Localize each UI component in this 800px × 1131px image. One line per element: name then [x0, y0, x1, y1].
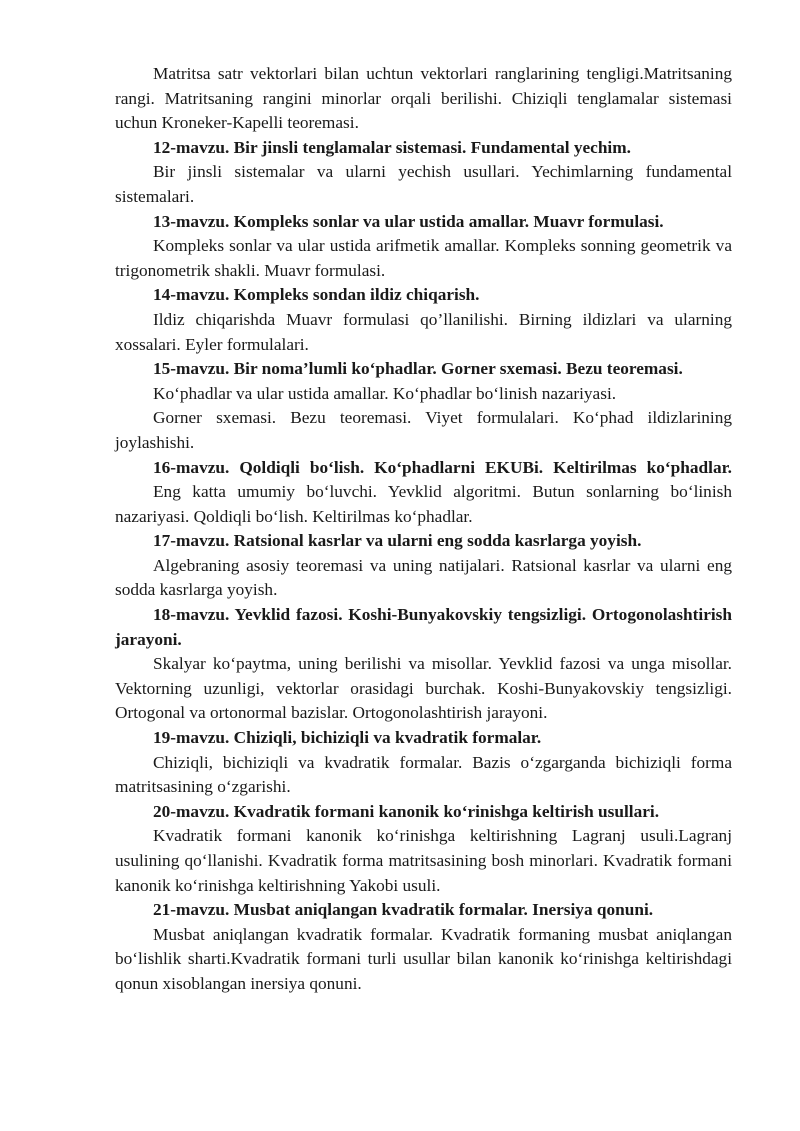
topic-heading-21: 21-mavzu. Musbat aniqlangan kvadratik formalar. Inersiya qonuni.: [153, 900, 654, 920]
topic-heading-14: 14-mavzu. Kompleks sondan ildiz chiqarish.: [153, 285, 480, 305]
topic-heading-13: 13-mavzu. Kompleks sonlar va ular ustida amallar. Muavr formulasi.: [153, 211, 664, 231]
paragraph: Musbat aniqlangan kvadratik formalar. Kvadratik formaning musbat aniqlangan bo‘lishlik sharti.Kvadratik formani turli usullar bilan kanonik ko‘rinishga keltirishdagi qonun xisoblangan inersiya qonuni.: [115, 924, 732, 993]
paragraph: Kvadratik formani kanonik ko‘rinishga keltirishning Lagranj usuli.Lagranj usulining qo‘llanishi. Kvadratik forma matritsasining bosh minorlari. Kvadratik formani kanonik ko‘rinishga keltirishning Yakobi usuli.: [115, 826, 732, 895]
paragraph: Kompleks sonlar va ular ustida arifmetik amallar. Kompleks sonning geometrik va trigonometrik shakli. Muavr formulasi.: [115, 236, 732, 280]
topic-heading-20: 20-mavzu. Kvadratik formani kanonik ko‘rinishga keltirish usullari.: [153, 801, 660, 821]
paragraph: Skalyar ko‘paytma, uning berilishi va misollar. Yevklid fazosi va unga misollar. Vektorning uzunligi, vektorlar orasidagi burchak. Koshi-Bunyakovskiy tengsizligi. Ortogonal va ortonormal bazislar. Ortogonolashtirish jarayoni.: [115, 654, 732, 723]
topic-heading-18: 18-mavzu. Yevklid fazosi. Koshi-Bunyakovskiy tengsizligi. Ortogonolashtirish jarayoni.: [115, 605, 732, 649]
paragraph: Eng katta umumiy bo‘luvchi. Yevklid algoritmi. Butun sonlarning bo‘linish nazariyasi. Qoldiqli bo‘lish. Keltirilmas ko‘phadlar.: [115, 482, 732, 526]
topic-heading-17: 17-mavzu. Ratsional kasrlar va ularni eng sodda kasrlarga yoyish.: [153, 531, 642, 551]
topic-heading-19: 19-mavzu. Chiziqli, bichiziqli va kvadratik formalar.: [153, 728, 542, 748]
topic-heading-15: 15-mavzu. Bir noma’lumli ko‘phadlar. Gorner sxemasi. Bezu teoremasi.: [153, 359, 683, 379]
topic-heading-12: 12-mavzu. Bir jinsli tenglamalar sistemasi. Fundamental yechim.: [153, 137, 631, 157]
paragraph: Ildiz chiqarishda Muavr formulasi qo’llanilishi. Birning ildizlari va ularning xossalari. Eyler formulalari.: [115, 309, 732, 354]
topic-heading-16: 16-mavzu. Qoldiqli bo‘lish. Ko‘phadlarni EKUBi. Keltirilmas ko‘phadlar.: [153, 457, 732, 477]
paragraph: Ko‘phadlar va ular ustida amallar. Ko‘phadlar bo‘linish nazariyasi.: [153, 383, 617, 403]
paragraph: Bir jinsli sistemalar va ularni yechish usullari. Yechimlarning fundamental sistemalari.: [115, 162, 732, 206]
paragraph: Gorner sxemasi. Bezu teoremasi. Viyet formulalari. Ko‘phad ildizlarining joylashishi.: [115, 408, 732, 452]
paragraph: Matritsa satr vektorlari bilan uchtun vektorlari ranglarining tengligi.Matritsaning rangi. Matritsaning rangini minorlar orqali berilishi. Chiziqli tenglamalar sistemasi uchun Kroneker-Kapelli teoremasi.: [115, 64, 732, 133]
paragraph: Chiziqli, bichiziqli va kvadratik formalar. Bazis o‘zgarganda bichiziqli forma matritsasining o‘zgarishi.: [115, 752, 732, 797]
paragraph: Algebraning asosiy teoremasi va uning natijalari. Ratsional kasrlar va ularni eng sodda kasrlarga yoyish.: [115, 555, 732, 600]
